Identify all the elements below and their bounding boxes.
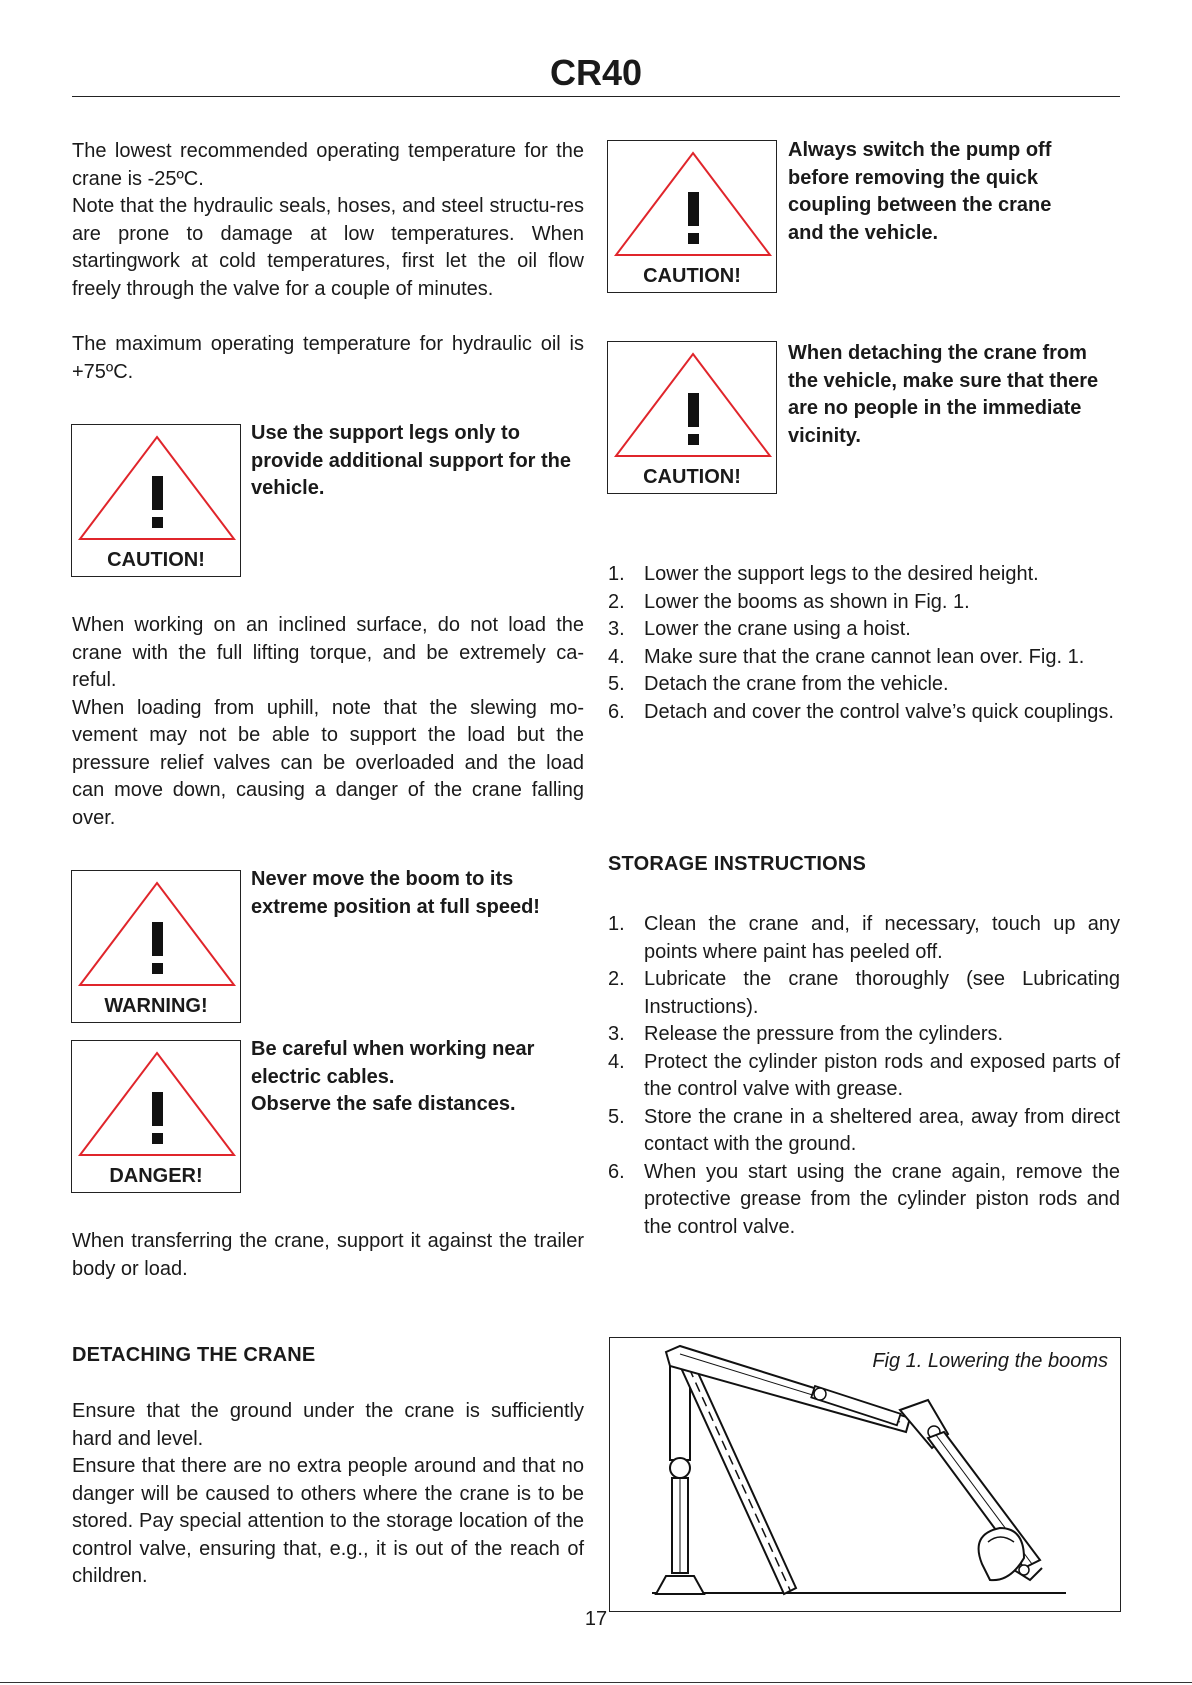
- page-title: CR40: [549, 52, 643, 93]
- cables-line-2: Observe the safe distances.: [251, 1093, 516, 1115]
- crane-illustration: [610, 1338, 1121, 1612]
- warning-triangle-icon: [72, 871, 242, 991]
- list-item: 2. Lubricate the crane thoroughly (see Lubricating Instructions).: [608, 968, 1120, 1018]
- danger-box-cables: [71, 1040, 241, 1193]
- warning-triangle-icon: [72, 1041, 242, 1161]
- support-legs-warning-text: Use the support legs only to provide additional support for the vehicle.: [251, 422, 571, 499]
- list-item: 3. Lower the crane using a hoist.: [608, 618, 911, 640]
- incline-text: When working on an inclined surface, do not load the crane with the full lifting torque, and be extremely ca-reful.: [72, 614, 584, 691]
- min-temp-text: The lowest recommended operating temperature for the crane is -25ºC.: [72, 140, 584, 190]
- list-item: 1. Clean the crane and, if necessary, touch up any points where paint has peeled off.: [608, 913, 1120, 963]
- caution-box-support-legs: [71, 424, 241, 577]
- header-rule: [72, 96, 1120, 97]
- figure-lowering-booms: [609, 1337, 1121, 1612]
- list-item: 4. Make sure that the crane cannot lean over. Fig. 1.: [608, 645, 1085, 668]
- list-item: 2. Lower the booms as shown in Fig. 1.: [608, 590, 970, 613]
- storage-steps-list: [608, 911, 1120, 1241]
- caution-label: CAUTION!: [643, 265, 741, 287]
- list-item: 6. Detach and cover the control valve’s quick couplings.: [608, 700, 1114, 723]
- bottom-rule: [0, 1682, 1192, 1683]
- warning-label: WARNING!: [104, 995, 208, 1017]
- caution-box-people: [607, 341, 777, 494]
- list-item: 6. When you start using the crane again, remove the protective grease from the cylinder piston rods and the control valve.: [608, 1160, 1120, 1238]
- warning-triangle-icon: [608, 141, 778, 261]
- list-item: 5. Store the crane in a sheltered area, away from direct contact with the ground.: [608, 1105, 1120, 1155]
- max-temp-paragraph: The maximum operating temperature for hydraulic oil is +75ºC.: [72, 333, 584, 383]
- list-item: 5. Detach the crane from the vehicle.: [608, 673, 949, 695]
- incline-paragraph: [72, 612, 584, 832]
- ground-text: Ensure that the ground under the crane is sufficiently hard and level.: [72, 1400, 584, 1450]
- caution-label: CAUTION!: [107, 549, 205, 571]
- cables-line-1: Be careful when working near electric cables.: [251, 1038, 535, 1088]
- caution-label: CAUTION!: [643, 466, 741, 488]
- storage-heading: STORAGE INSTRUCTIONS: [608, 853, 867, 875]
- page-number: 17: [584, 1608, 608, 1630]
- boom-warning-text: Never move the boom to its extreme position at full speed!: [251, 868, 540, 918]
- danger-label: DANGER!: [109, 1165, 203, 1187]
- transfer-paragraph: When transferring the crane, support it against the trailer body or load.: [72, 1230, 584, 1280]
- people-warning-text: When detaching the crane from the vehicle, make sure that there are no people in the immediate vicinity.: [788, 342, 1099, 447]
- cables-warning-text: [251, 1036, 571, 1119]
- warning-triangle-icon: [72, 425, 242, 545]
- detaching-heading: DETACHING THE CRANE: [72, 1344, 316, 1366]
- list-item: 1. Lower the support legs to the desired height.: [608, 563, 1039, 585]
- seals-text: Note that the hydraulic seals, hoses, and steel structu-res are prone to damage at low temperatures. When startingwork at cold temperatures, first let the oil flow freely through the valve for a couple of minutes.: [72, 195, 584, 300]
- list-item: 3. Release the pressure from the cylinders.: [608, 1023, 1004, 1045]
- list-item: 4. Protect the cylinder piston rods and exposed parts of the control valve with grease.: [608, 1050, 1120, 1100]
- warning-box-boom: [71, 870, 241, 1023]
- detaching-paragraph: [72, 1398, 584, 1591]
- uphill-text: When loading from uphill, note that the slewing mo-vement may not be able to support the load but the pressure relief valves can be overloaded and the load can move down, causing a danger of the crane falling over.: [72, 696, 584, 829]
- pump-warning-text: Always switch the pump off before removing the quick coupling between the crane and the vehicle.: [788, 139, 1052, 244]
- caution-box-pump: [607, 140, 777, 293]
- temperature-paragraph: [72, 138, 584, 303]
- warning-triangle-icon: [608, 342, 778, 462]
- figure-caption: Fig 1. Lowering the booms: [872, 1350, 1108, 1372]
- detach-steps-list: [608, 561, 1120, 726]
- people-storage-text: Ensure that there are no extra people around and that no danger will be caused to others where the crane is to be stored. Pay special attention to the storage location of the control valve, ensuring that, e.g., it is out of the reach of children.: [72, 1455, 584, 1587]
